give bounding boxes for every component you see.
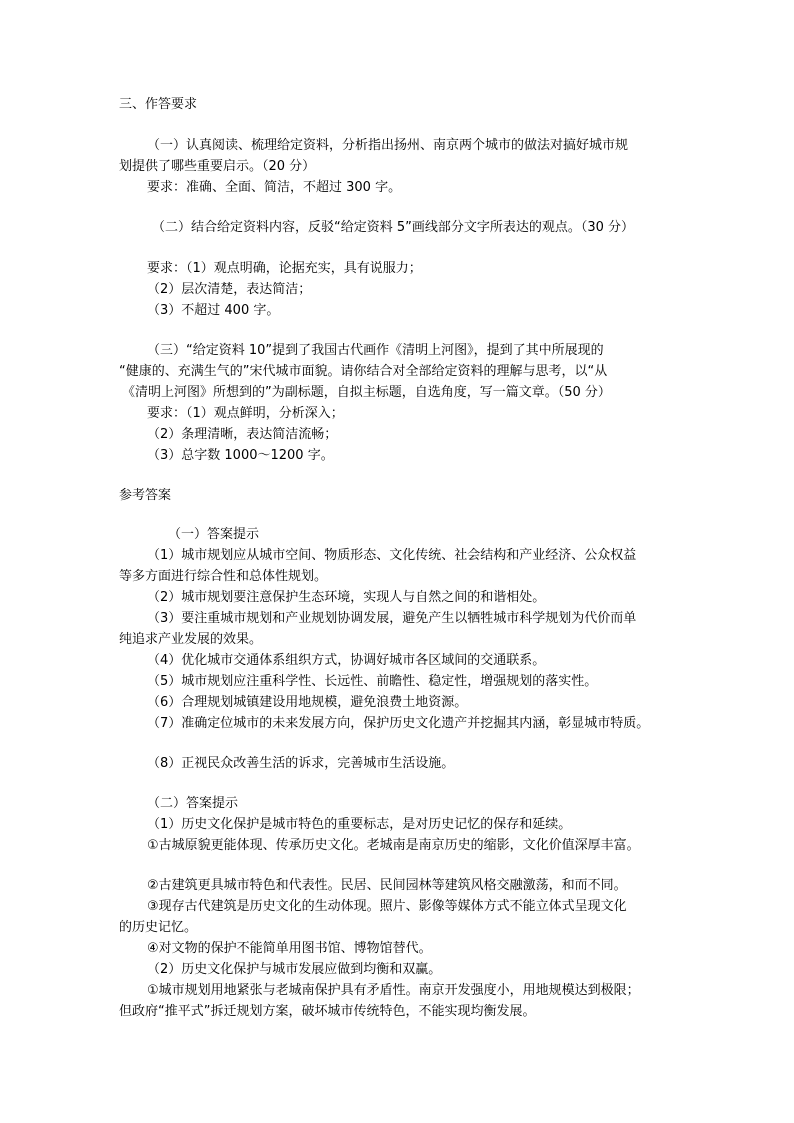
section-title: 三、作答要求 — [119, 97, 198, 112]
a2-d1b: 但政府“推平式”拆迁规划方案，破坏城市传统特色，不能实现均衡发展。 — [119, 1004, 536, 1019]
a1-p3a: （3）要注重城市规划和产业规划协调发展，避免产生以牺牲城市科学规划为代价而单 — [147, 611, 637, 626]
q1-requirement: 要求：准确、全面、简洁，不超过 300 字。 — [147, 180, 402, 195]
a1-p4: （4）优化城市交通体系组织方式，协调好城市各区域间的交通联系。 — [147, 653, 546, 668]
a1-p5: （5）城市规划应注重科学性、长远性、前瞻性、稳定性，增强规划的落实性。 — [147, 674, 598, 689]
q3-line2: “健康的、充满生气的”宋代城市面貌。请你结合对全部给定资料的理解与思考，以“从 — [119, 364, 608, 379]
a1-p6: （6）合理规划城镇建设用地规模，避免浪费土地资源。 — [147, 695, 468, 710]
a1-p1a: （1）城市规划应从城市空间、物质形态、文化传统、社会结构和产业经济、公众权益 — [147, 548, 637, 563]
a2-p2: （2）历史文化保护与城市发展应做到均衡和双赢。 — [147, 962, 442, 977]
a2-c3b: 的历史记忆。 — [119, 920, 198, 935]
q3-line3: 《清明上河图》所想到的”为副标题，自拟主标题，自选角度，写一篇文章。（50 分） — [122, 385, 611, 400]
q2-req2: （2）层次清楚，表达简洁； — [147, 282, 312, 297]
q3-req2: （2）条理清晰，表达简洁流畅； — [147, 427, 338, 442]
a1-p8: （8）正视民众改善生活的诉求，完善城市生活设施。 — [147, 756, 455, 771]
q3-line1: （三）“给定资料 10”提到了我国古代画作《清明上河图》，提到了其中所展现的 — [147, 343, 604, 358]
q1-line1: （一）认真阅读、梳理给定资料，分析指出扬州、南京两个城市的做法对搞好城市规 — [147, 138, 629, 153]
a1-p3b: 纯追求产业发展的效果。 — [119, 632, 263, 647]
a1-p2: （2）城市规划要注意保护生态环境，实现人与自然之间的和谐相处。 — [147, 590, 546, 605]
q2-req1: 要求：（1）观点明确，论据充实，具有说服力； — [147, 261, 422, 276]
a2-c3a: ③现存古代建筑是历史文化的生动体现。照片、影像等媒体方式不能立体式呈现文化 — [147, 899, 627, 914]
q2-line1: （二）结合给定资料内容，反驳“给定资料 5”画线部分文字所表达的观点。（30 分） — [152, 220, 635, 235]
a2-header: （二）答案提示 — [147, 796, 239, 811]
a2-c4: ④对文物的保护不能简单用图书馆、博物馆替代。 — [147, 941, 432, 956]
answer-title: 参考答案 — [119, 488, 172, 503]
a1-p7: （7）准确定位城市的未来发展方向，保护历史文化遗产并挖掘其内涵，彰显城市特质。 — [147, 716, 650, 731]
a2-p1: （1）历史文化保护是城市特色的重要标志，是对历史记忆的保存和延续。 — [147, 817, 572, 832]
q2-req3: （3）不超过 400 字。 — [147, 303, 280, 318]
a2-c1: ①古城原貌更能体现、传承历史文化。老城南是南京历史的缩影，文化价值深厚丰富。 — [147, 838, 640, 853]
q1-line2: 划提供了哪些重要启示。（20 分） — [119, 159, 316, 174]
a1-header: （一）答案提示 — [168, 527, 260, 542]
q3-req3: （3）总字数 1000～1200 字。 — [147, 448, 334, 463]
q3-req1: 要求：（1）观点鲜明，分析深入； — [147, 406, 344, 421]
a2-c2: ②古建筑更具城市特色和代表性。民居、民间园林等建筑风格交融激荡，和而不同。 — [147, 878, 627, 893]
a2-d1a: ①城市规划用地紧张与老城南保护具有矛盾性。南京开发强度小，用地规模达到极限； — [147, 983, 640, 998]
a1-p1b: 等多方面进行综合性和总体性规划。 — [119, 569, 328, 584]
